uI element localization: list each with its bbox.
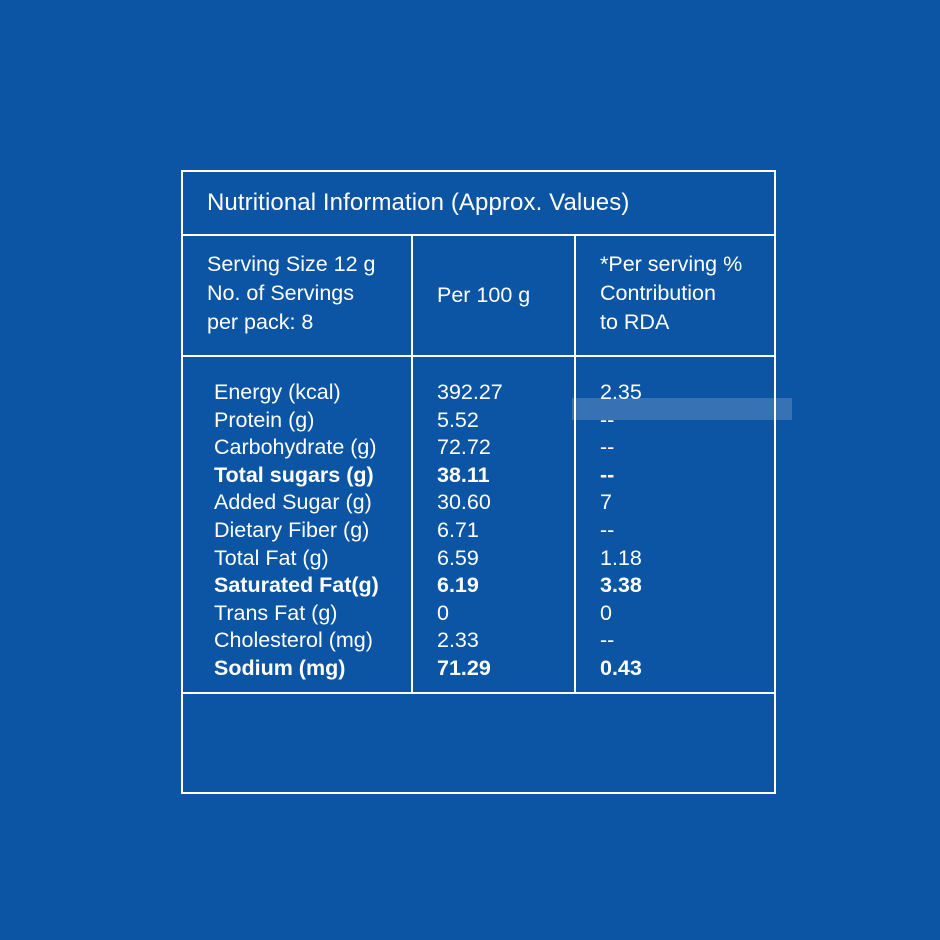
table-cell-rda: 7 [600, 490, 612, 515]
table-cell-per-100g: 5.52 [437, 407, 479, 432]
table-row: Total Fat (g) [214, 545, 329, 570]
table-row: Added Sugar (g) [214, 490, 372, 515]
table-row: Sodium (mg) [214, 655, 346, 680]
table-row: Carbohydrate (g) [214, 435, 377, 460]
table-cell-per-100g: 392.27 [437, 380, 503, 404]
table-row: Protein (g) [214, 407, 315, 432]
table-row: Saturated Fat(g) [214, 573, 379, 598]
table-cell-rda: 2.35 [600, 380, 642, 404]
nutrition-body-row [183, 357, 774, 694]
table-cell-per-100g: 6.19 [437, 573, 479, 598]
table-cell-rda: 0.43 [600, 655, 642, 680]
nutrition-title-row [183, 172, 774, 236]
nutrition-header-row [183, 236, 774, 357]
header-rda-line-2: Contribution [600, 281, 716, 305]
table-cell-rda: 3.38 [600, 573, 642, 598]
table-cell-rda: 0 [600, 600, 612, 625]
header-serving-size [183, 236, 411, 355]
table-cell-rda: -- [600, 517, 615, 542]
table-row: Cholesterol (mg) [214, 628, 373, 653]
table-cell-per-100g: 6.71 [437, 517, 479, 542]
header-serving-size-line-2: No. of Servings [207, 281, 354, 305]
table-cell-rda: -- [600, 628, 615, 653]
per-serving-rda-column [574, 357, 774, 692]
table-cell-rda: 1.18 [600, 545, 642, 570]
nutrition-panel [181, 170, 776, 794]
table-row: Energy (kcal) [214, 380, 341, 404]
header-per-serving-rda [574, 236, 774, 355]
table-cell-per-100g: 71.29 [437, 655, 491, 680]
table-cell-rda: -- [600, 435, 615, 460]
nutrient-name-column [183, 357, 411, 692]
header-serving-size-line-3: per pack: 8 [207, 310, 314, 334]
nutrition-footer-row [183, 694, 774, 792]
header-per-100g-label: Per 100 g [437, 283, 531, 307]
table-cell-per-100g: 0 [437, 600, 449, 625]
table-row: Total sugars (g) [214, 462, 374, 487]
table-row: Trans Fat (g) [214, 600, 338, 625]
header-rda-line-3: to RDA [600, 310, 670, 334]
per-100g-column [411, 357, 574, 692]
table-cell-rda: -- [600, 462, 615, 487]
table-cell-per-100g: 6.59 [437, 545, 479, 570]
table-cell-per-100g: 30.60 [437, 490, 491, 515]
table-cell-per-100g: 2.33 [437, 628, 479, 653]
table-row: Dietary Fiber (g) [214, 517, 370, 542]
header-per-100g [411, 236, 574, 355]
table-cell-rda: -- [600, 407, 615, 432]
header-serving-size-line-1: Serving Size 12 g [207, 252, 376, 276]
table-cell-per-100g: 38.11 [437, 462, 490, 487]
header-rda-line-1: *Per serving % [600, 252, 743, 276]
table-cell-per-100g: 72.72 [437, 435, 491, 460]
page-title: Nutritional Information (Approx. Values) [207, 189, 630, 216]
